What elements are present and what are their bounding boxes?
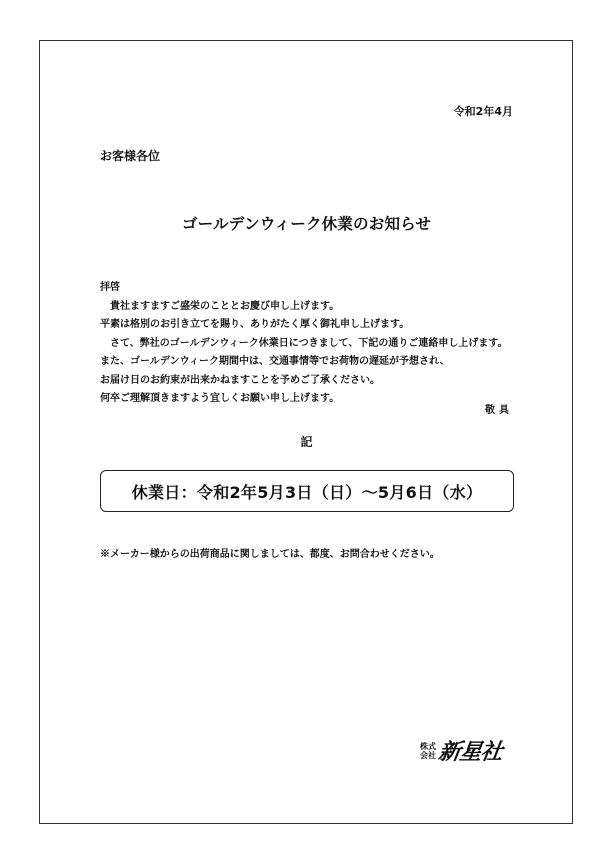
footnote: ※メーカー様からの出荷商品に関しましては、都度、お問合わせください。 xyxy=(100,549,440,560)
recipient: お客様各位 xyxy=(100,149,161,163)
company-logo xyxy=(420,735,502,766)
holiday-box xyxy=(100,470,514,512)
body-line: 貴社ますますご盛栄のこととお慶び申し上げます。 xyxy=(100,300,340,312)
body-line: 何卒ご理解頂きますよう宜しくお願い申し上げます。 xyxy=(100,393,340,404)
body-line: 平素は格別のお引き立てを賜り、ありがたく厚く御礼申し上げます。 xyxy=(100,319,410,330)
company-name: 新星社 xyxy=(436,740,504,765)
ki-heading: 記 xyxy=(300,435,313,449)
closing-salutation: 敬具 xyxy=(485,405,513,416)
letter-body xyxy=(100,279,520,409)
body-line: さて、弊社のゴールデンウィーク休業日につきまして、下記の通りご連絡申し上げます。 xyxy=(100,337,508,349)
issue-date: 令和2年4月 xyxy=(453,105,513,118)
body-line: また、ゴールデンウィーク期間中は、交通事情等でお荷物の遅延が予想され、 xyxy=(100,356,450,367)
notice-title: ゴールデンウィーク休業のお知らせ xyxy=(181,215,432,233)
holiday-dates: 休業日：令和2年5月3日（日）～5月6日（水） xyxy=(131,482,483,502)
body-line: 拝啓 xyxy=(100,282,120,293)
company-kind-line2: 会社 xyxy=(420,750,436,760)
body-line: お届け日のお約束が出来かねますことを予めご了承ください。 xyxy=(100,374,380,386)
company-kind-line1: 株式 xyxy=(420,741,436,751)
company-kind xyxy=(420,742,436,760)
